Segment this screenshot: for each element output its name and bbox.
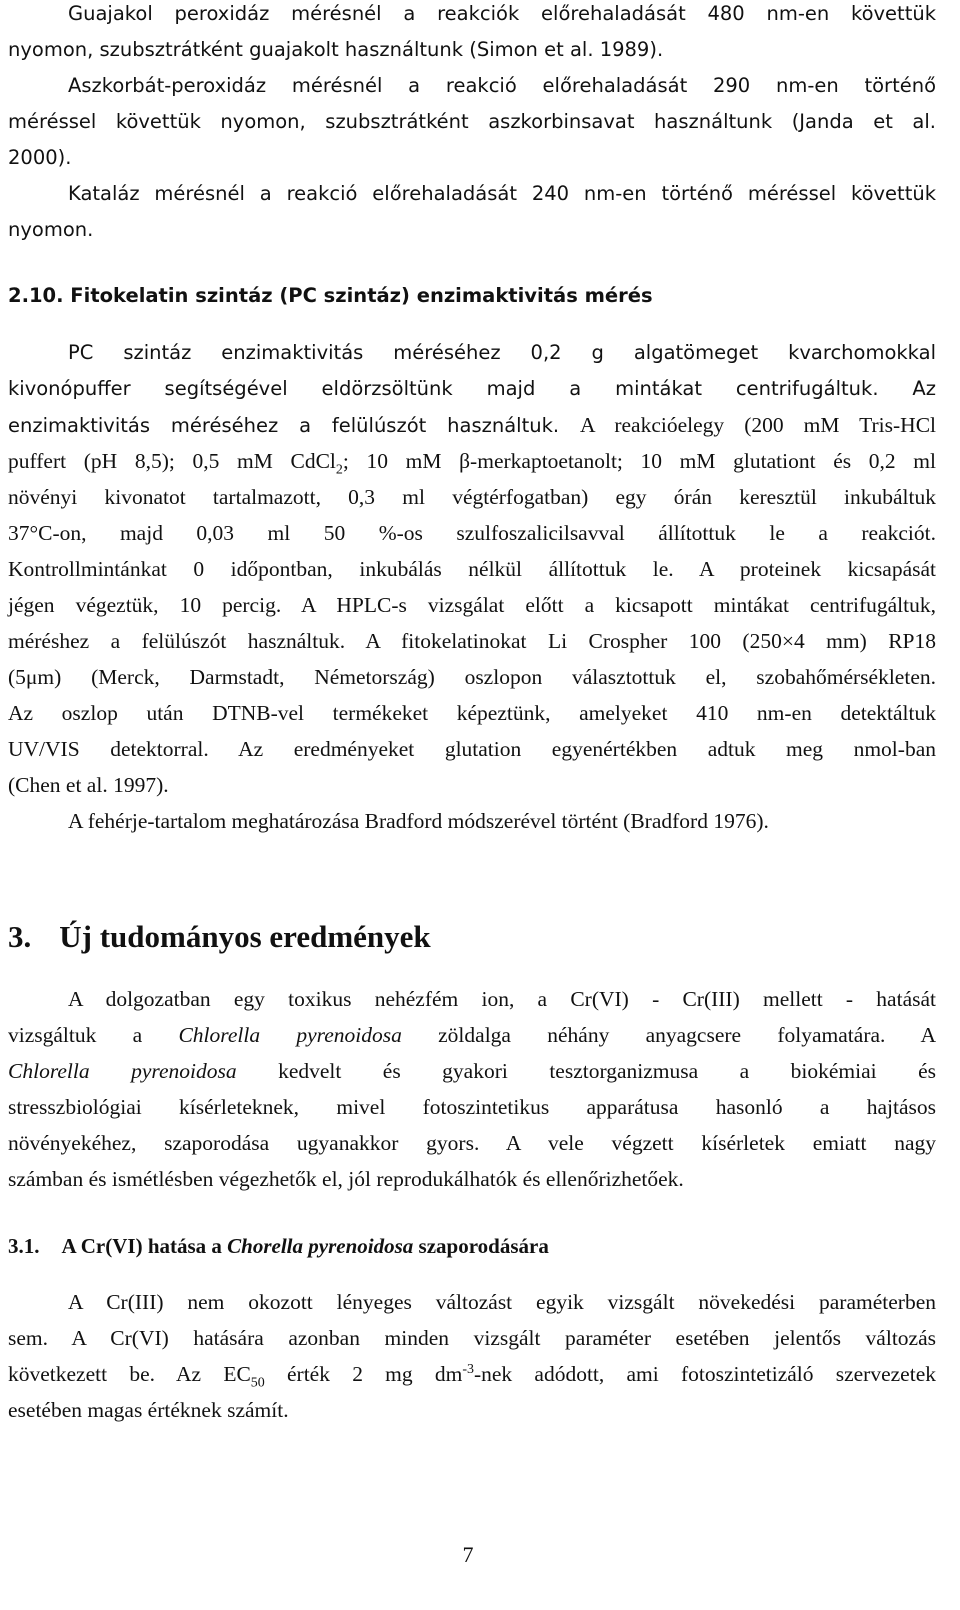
text-line xyxy=(8,1356,936,1392)
text-fragment: enzimaktivitás méréséhez a felülúszót használtuk. xyxy=(8,414,560,437)
heading-number: 3.1. xyxy=(8,1234,40,1258)
text-line xyxy=(8,443,936,479)
text-line: Az oszlop után DTNB-vel termékeket képeztünk, amelyeket 410 nm-en detektáltuk xyxy=(8,701,936,725)
text-line: 2000). xyxy=(8,146,72,169)
heading-number: 3. xyxy=(8,919,32,954)
text-line: PC szintáz enzimaktivitás méréséhez 0,2 g algatömeget kvarchomokkal xyxy=(68,341,936,364)
text-fragment: zöldalga néhány anyagcsere folyamatára. A xyxy=(438,1023,937,1047)
text-line: (Chen et al. 1997). xyxy=(8,773,169,797)
subsection-heading xyxy=(8,1228,936,1264)
text-line xyxy=(8,407,936,443)
species-name: Chlorella pyrenoidosa xyxy=(178,1023,402,1047)
text-line: A fehérje-tartalom meghatározása Bradford módszerével történt (Bradford 1976). xyxy=(68,809,769,833)
text-fragment: érték 2 mg dm xyxy=(287,1362,463,1386)
text-line: Aszkorbát-peroxidáz mérésnél a reakció előrehaladását 290 nm-en történő xyxy=(68,74,936,97)
heading-text: Új tudományos eredmények xyxy=(59,919,431,954)
text-line: 37°C-on, majd 0,03 ml 50 %-os szulfoszalicilsavval állítottuk le a reakciót. xyxy=(8,521,936,545)
text-line: esetében magas értéknek számít. xyxy=(8,1398,289,1422)
text-line: (5μm) (Merck, Darmstadt, Németország) oszlopon választottuk el, szobahőmérsékleten. xyxy=(8,665,936,689)
text-fragment: ; 10 mM β-merkaptoetanolt; 10 mM glutationt és 0,2 ml xyxy=(342,449,936,473)
species-name: Chorella pyrenoidosa xyxy=(227,1234,414,1258)
species-name: Chlorella pyrenoidosa xyxy=(8,1059,237,1083)
superscript: -3 xyxy=(462,1361,474,1377)
text-line: méréshez a felülúszót használtuk. A fitokelatinokat Li Crospher 100 (250×4 mm) RP18 xyxy=(8,629,936,653)
text-line: nyomon, szubsztrátként guajakolt használtunk (Simon et al. 1989). xyxy=(8,38,664,61)
text-fragment: puffert (pH 8,5); 0,5 mM CdCl xyxy=(8,449,336,473)
section-heading: 2.10. Fitokelatin szintáz (PC szintáz) enzimaktivitás mérés xyxy=(8,284,653,307)
page-number: 7 xyxy=(462,1542,474,1567)
text-line: számban és ismétlésben végezhetők el, jól reprodukálhatók és ellenőrizhetőek. xyxy=(8,1167,684,1191)
section-heading-2-10 xyxy=(8,278,936,314)
text-line: Kontrollmintánkat 0 időpontban, inkubálás nélkül állítottuk le. A proteinek kicsapását xyxy=(8,557,936,581)
text-fragment: A reakcióelegy (200 mM Tris-HCl xyxy=(579,413,937,437)
chapter-heading xyxy=(8,915,936,959)
text-fragment: kedvelt és gyakori tesztorganizmusa a biokémiai és xyxy=(278,1059,937,1083)
text-line: nyomon. xyxy=(8,218,94,241)
reaction-mixture-paragraph xyxy=(8,443,936,839)
text-line: méréssel követtük nyomon, szubsztrátként aszkorbinsavat használtunk (Janda et al. xyxy=(8,110,936,133)
text-fragment: vizsgáltuk a xyxy=(8,1023,143,1047)
subscript: 2 xyxy=(335,462,343,478)
text-line: Kataláz mérésnél a reakció előrehaladását 240 nm-en történő méréssel követtük xyxy=(68,182,936,205)
text-line: kivonópuffer segítségével eldörzsöltünk majd a mintákat centrifugáltuk. Az xyxy=(8,377,936,400)
section-heading-3-1 xyxy=(8,1228,936,1264)
text-line: sem. A Cr(VI) hatására azonban minden vizsgált paraméter esetében jelentős változás xyxy=(8,1326,936,1350)
text-line: A dolgozatban egy toxikus nehézfém ion, a Cr(VI) - Cr(III) mellett - hatását xyxy=(68,987,936,1011)
text-line: stresszbiológiai kísérleteknek, mivel fotoszintetikus apparátusa hasonló a hajtásos xyxy=(8,1095,936,1119)
pc-synthase-paragraph xyxy=(8,335,936,443)
text-fragment: következett be. Az EC xyxy=(8,1362,251,1386)
intro-paragraph xyxy=(8,0,936,248)
section-heading-3 xyxy=(8,915,936,959)
text-line: növényi kivonatot tartalmazott, 0,3 ml végtérfogatban) egy órán keresztül inkubáltuk xyxy=(8,485,936,509)
text-line: Guajakol peroxidáz mérésnél a reakciók előrehaladását 480 nm-en követtük xyxy=(68,2,936,25)
text-line: növényekéhez, szaporodása ugyanakkor gyors. A vele végzett kísérletek emiatt nagy xyxy=(8,1131,936,1155)
text-line: A Cr(III) nem okozott lényeges változást egyik vizsgált növekedési paraméterben xyxy=(68,1290,936,1314)
text-line: jégen végeztük, 10 percig. A HPLC-s vizsgálat előtt a kicsapott mintákat centrifugáltuk, xyxy=(8,593,936,617)
text-line xyxy=(8,1053,936,1089)
text-line xyxy=(8,1017,936,1053)
heading-text: szaporodására xyxy=(418,1234,549,1258)
cr-effect-paragraph xyxy=(8,1284,936,1428)
text-fragment: -nek adódott, ami fotoszintetizáló szervezetek xyxy=(473,1362,936,1386)
results-intro-paragraph xyxy=(8,981,936,1197)
subscript: 50 xyxy=(250,1375,265,1391)
text-line: UV/VIS detektorral. Az eredményeket glutation egyenértékben adtuk meg nmol-ban xyxy=(8,737,936,761)
heading-text: A Cr(VI) hatása a xyxy=(61,1234,222,1258)
